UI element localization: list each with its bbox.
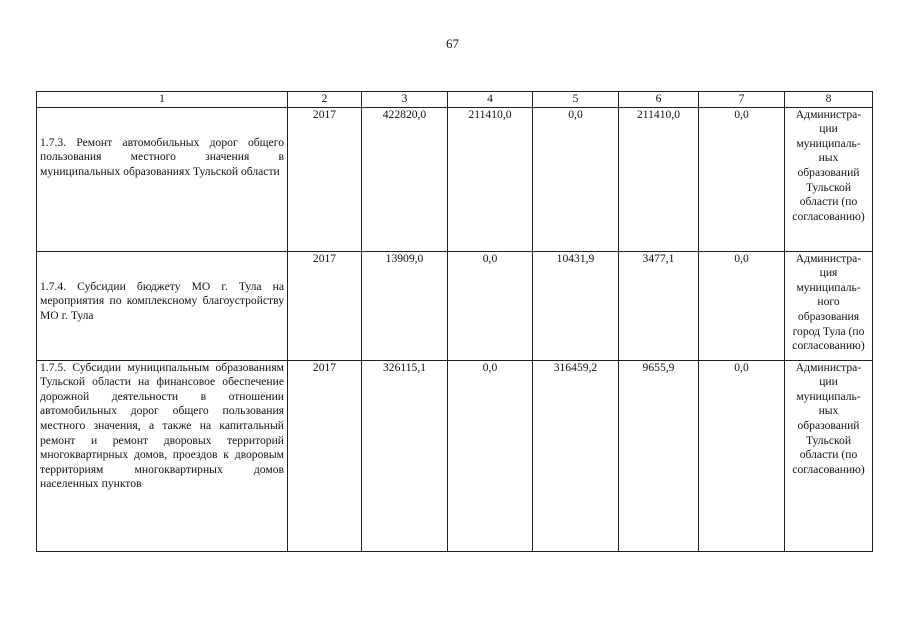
total-cell: 326115,1 (362, 360, 448, 551)
header-row (37, 92, 873, 108)
value-cell: 3477,1 (619, 251, 699, 360)
executor-cell: Администра-ции муниципаль-ных образований Тульской области (по согласованию) (785, 107, 873, 251)
value-cell: 10431,9 (533, 251, 619, 360)
executor-cell: Администра-ции муниципаль-ных образований Тульской области (по согласованию) (785, 360, 873, 551)
value-cell: 0,0 (448, 360, 533, 551)
header-cell: 3 (362, 92, 448, 108)
value-cell: 316459,2 (533, 360, 619, 551)
total-cell: 13909,0 (362, 251, 448, 360)
value-cell: 211410,0 (448, 107, 533, 251)
header-cell: 5 (533, 92, 619, 108)
total-cell: 422820,0 (362, 107, 448, 251)
value-cell: 9655,9 (619, 360, 699, 551)
value-cell: 0,0 (448, 251, 533, 360)
header-cell: 6 (619, 92, 699, 108)
description-cell (37, 360, 288, 551)
description-text: 1.7.4. Субсидии бюджету МО г. Тула на мероприятия по комплексному благоустройству МО г. Тула (40, 279, 284, 322)
header-cell: 8 (785, 92, 873, 108)
value-cell: 0,0 (699, 107, 785, 251)
header-cell: 7 (699, 92, 785, 108)
program-table (36, 91, 873, 552)
table-row (37, 360, 873, 551)
table-row (37, 107, 873, 251)
value-cell: 0,0 (699, 251, 785, 360)
value-cell: 0,0 (533, 107, 619, 251)
description-text: 1.7.5. Субсидии муниципальным образованиям Тульской области на финансовое обеспечение дорожной деятельности в отношении автомобильных дорог общего пользования местного значения, а также на капитальный ремонт и ремонт дворовых территорий многоквартирных домов, проездов к дворовым территориям многоквартирных домов населенных пунктов (40, 360, 284, 491)
year-cell: 2017 (288, 360, 362, 551)
header-cell: 1 (37, 92, 288, 108)
description-cell (37, 251, 288, 360)
year-cell: 2017 (288, 251, 362, 360)
description-text: 1.7.3. Ремонт автомобильных дорог общего пользования местного значения в муниципальных образованиях Тульской области (40, 135, 284, 178)
value-cell: 0,0 (699, 360, 785, 551)
header-cell: 2 (288, 92, 362, 108)
executor-cell: Администра-ция муниципаль-ного образования город Тула (по согласованию) (785, 251, 873, 360)
year-cell: 2017 (288, 107, 362, 251)
value-cell: 211410,0 (619, 107, 699, 251)
header-cell: 4 (448, 92, 533, 108)
page-number: 67 (446, 36, 459, 51)
description-cell (37, 107, 288, 251)
table-row (37, 251, 873, 360)
